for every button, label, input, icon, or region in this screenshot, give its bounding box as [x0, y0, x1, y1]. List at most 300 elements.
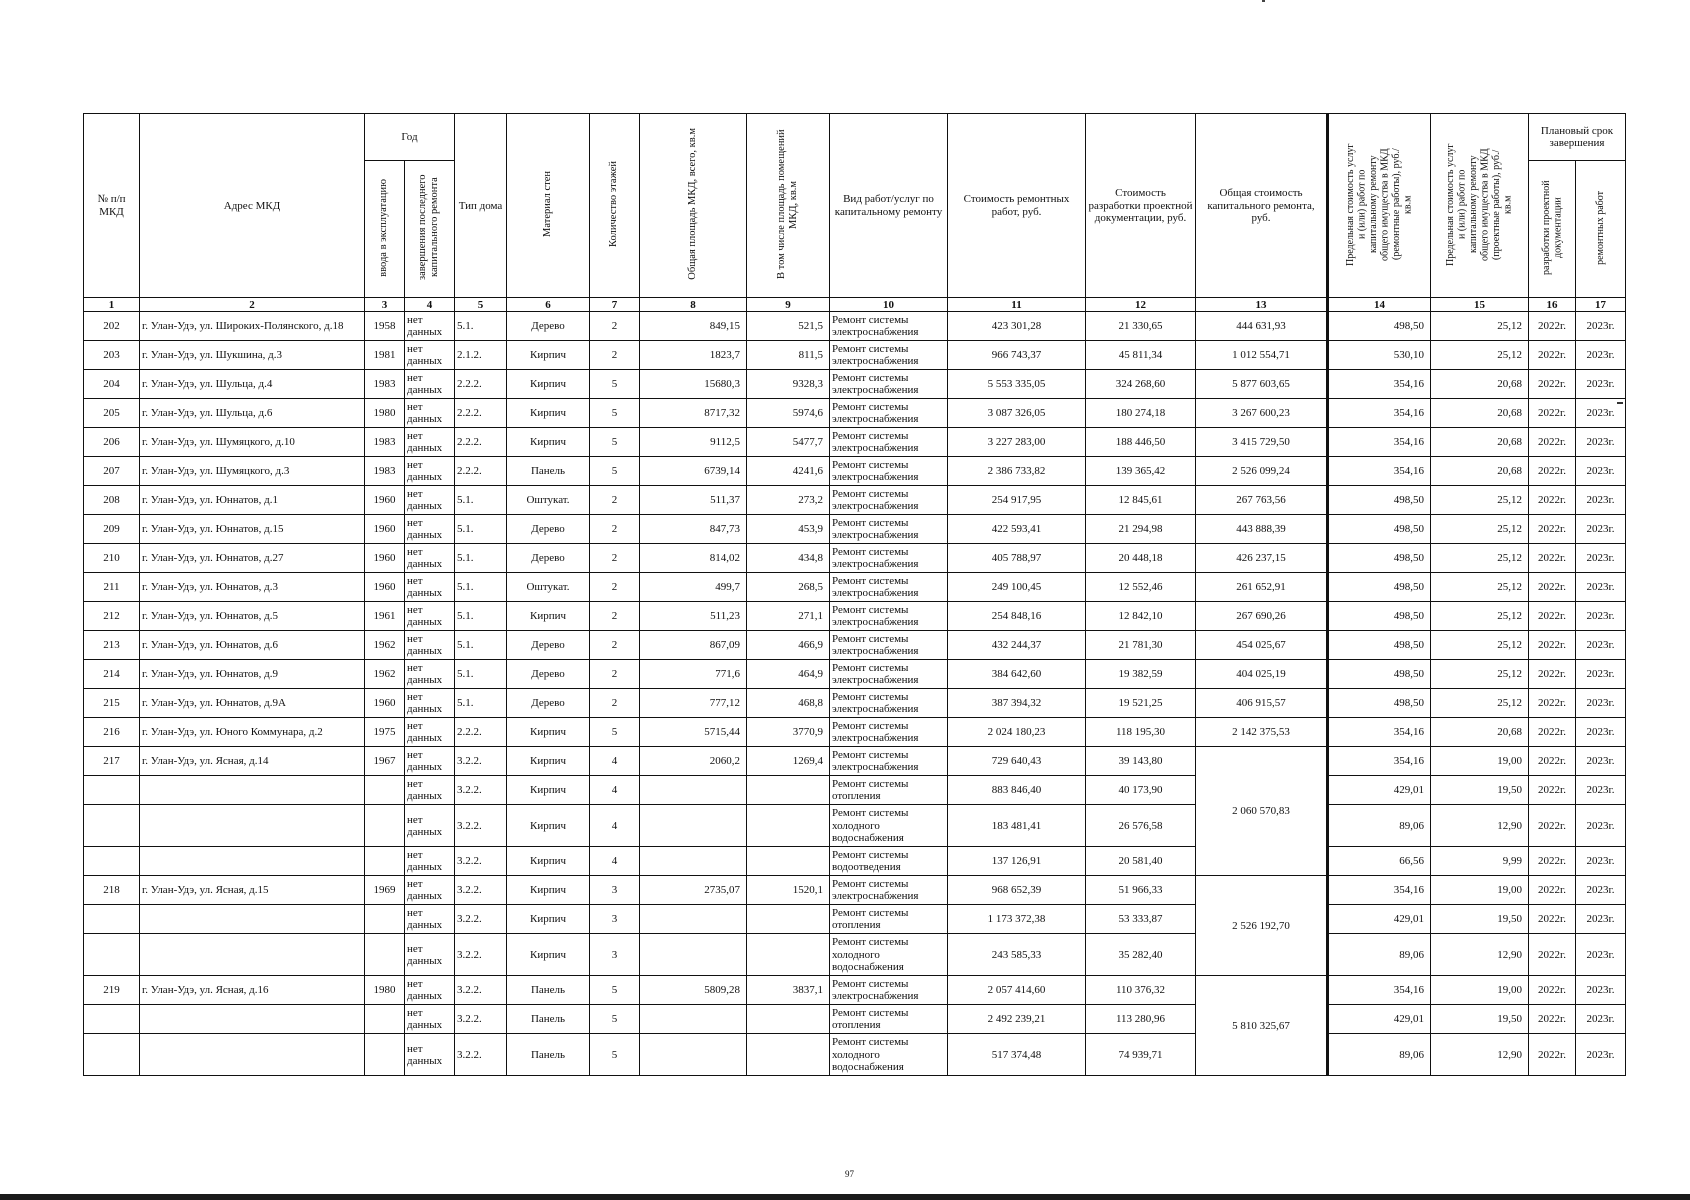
cell-wall-material: Кирпич [507, 428, 590, 457]
cell-work-type: Ремонт системы электроснабжения [830, 515, 948, 544]
cell-design-cost: 40 173,90 [1086, 776, 1196, 805]
cell-work-type: Ремонт системы водоотведения [830, 847, 948, 876]
cell-floors: 4 [590, 776, 640, 805]
cell-last-repair: нет данных [405, 312, 455, 341]
cell-last-repair: нет данных [405, 1005, 455, 1034]
header-max-cost-repair [1328, 114, 1431, 298]
cell-floors: 5 [590, 1005, 640, 1034]
cell-deadline-repair: 2023г. [1576, 847, 1626, 876]
cell-house-type: 3.2.2. [455, 805, 507, 847]
cell-wall-material: Кирпич [507, 847, 590, 876]
cell-house-type: 2.2.2. [455, 718, 507, 747]
table-row [84, 515, 1626, 544]
cell-last-repair: нет данных [405, 934, 455, 976]
header-deadline-group: Плановый срок завершения [1529, 114, 1626, 161]
cell-work-type: Ремонт системы электроснабжения [830, 660, 948, 689]
cell-max-cost-repair: 89,06 [1328, 1034, 1431, 1076]
cell-last-repair: нет данных [405, 776, 455, 805]
cell-total-cost: 444 631,93 [1196, 312, 1328, 341]
cell-deadline-repair: 2023г. [1576, 312, 1626, 341]
cell-work-type: Ремонт системы электроснабжения [830, 976, 948, 1005]
cell-max-cost-design: 25,12 [1431, 573, 1529, 602]
cell-max-cost-repair: 498,50 [1328, 602, 1431, 631]
cell-max-cost-repair: 498,50 [1328, 544, 1431, 573]
cell-num: 217 [84, 747, 140, 776]
cell-house-type: 5.1. [455, 660, 507, 689]
header-deadline-design-text: разработки проектной документации [1540, 180, 1563, 275]
cell-premises-area: 5974,6 [747, 399, 830, 428]
cell-max-cost-repair: 354,16 [1328, 718, 1431, 747]
cell-total-area: 15680,3 [640, 370, 747, 399]
cell-max-cost-design: 25,12 [1431, 515, 1529, 544]
cell-year-commission: 1960 [365, 544, 405, 573]
cell-wall-material: Кирпич [507, 399, 590, 428]
cell-total-area: 6739,14 [640, 457, 747, 486]
cell-max-cost-design: 25,12 [1431, 602, 1529, 631]
cell-deadline-design: 2022г. [1529, 718, 1576, 747]
cell-max-cost-design: 25,12 [1431, 660, 1529, 689]
cell-deadline-design: 2022г. [1529, 457, 1576, 486]
cell-floors: 3 [590, 905, 640, 934]
cell-design-cost: 113 280,96 [1086, 1005, 1196, 1034]
cell-total-area: 1823,7 [640, 341, 747, 370]
column-number-7: 7 [590, 298, 640, 312]
cell-deadline-repair: 2023г. [1576, 631, 1626, 660]
cell-wall-material: Панель [507, 1005, 590, 1034]
cell-num [84, 934, 140, 976]
header-year-commission-text: ввода в эксплуатацию [378, 178, 390, 277]
column-number-15: 15 [1431, 298, 1529, 312]
cell-work-type: Ремонт системы электроснабжения [830, 341, 948, 370]
cell-max-cost-repair: 354,16 [1328, 457, 1431, 486]
cell-work-type: Ремонт системы электроснабжения [830, 428, 948, 457]
cell-year-commission: 1962 [365, 631, 405, 660]
cell-house-type: 3.2.2. [455, 976, 507, 1005]
header-address: Адрес МКД [140, 114, 365, 298]
cell-deadline-repair: 2023г. [1576, 660, 1626, 689]
cell-house-type: 5.1. [455, 544, 507, 573]
cell-wall-material: Дерево [507, 689, 590, 718]
cell-max-cost-repair: 498,50 [1328, 631, 1431, 660]
cell-total-cost: 1 012 554,71 [1196, 341, 1328, 370]
cell-work-type: Ремонт системы электроснабжения [830, 573, 948, 602]
cell-year-commission: 1962 [365, 660, 405, 689]
header-total-area [640, 114, 747, 298]
cell-deadline-repair: 2023г. [1576, 486, 1626, 515]
cell-deadline-design: 2022г. [1529, 486, 1576, 515]
cell-house-type: 3.2.2. [455, 1034, 507, 1076]
cell-deadline-design: 2022г. [1529, 1005, 1576, 1034]
cell-premises-area: 268,5 [747, 573, 830, 602]
cell-wall-material: Кирпич [507, 370, 590, 399]
table-row [84, 718, 1626, 747]
cell-num: 209 [84, 515, 140, 544]
cell-premises-area: 1269,4 [747, 747, 830, 776]
cell-deadline-design: 2022г. [1529, 573, 1576, 602]
cell-house-type: 5.1. [455, 689, 507, 718]
cell-last-repair: нет данных [405, 847, 455, 876]
cell-repair-cost: 2 024 180,23 [948, 718, 1086, 747]
cell-work-type: Ремонт системы электроснабжения [830, 689, 948, 718]
cell-num: 212 [84, 602, 140, 631]
column-number-17: 17 [1576, 298, 1626, 312]
table-row [84, 312, 1626, 341]
cell-year-commission: 1960 [365, 515, 405, 544]
cell-total-area: 867,09 [640, 631, 747, 660]
cell-deadline-repair: 2023г. [1576, 573, 1626, 602]
cell-year-commission [365, 905, 405, 934]
cell-house-type: 3.2.2. [455, 934, 507, 976]
cell-deadline-design: 2022г. [1529, 976, 1576, 1005]
table-row [84, 976, 1626, 1005]
cell-deadline-repair: 2023г. [1576, 689, 1626, 718]
cell-total-cost: 3 415 729,50 [1196, 428, 1328, 457]
cell-num: 210 [84, 544, 140, 573]
cell-design-cost: 26 576,58 [1086, 805, 1196, 847]
cell-floors: 3 [590, 876, 640, 905]
header-deadline-repair [1576, 161, 1626, 298]
cell-total-area [640, 776, 747, 805]
cell-total-cost: 404 025,19 [1196, 660, 1328, 689]
cell-floors: 4 [590, 747, 640, 776]
cell-max-cost-repair: 89,06 [1328, 805, 1431, 847]
header-repair-cost: Стоимость ремонтных работ, руб. [948, 114, 1086, 298]
cell-address [140, 776, 365, 805]
cell-num [84, 805, 140, 847]
cell-work-type: Ремонт системы отопления [830, 1005, 948, 1034]
cell-house-type: 3.2.2. [455, 847, 507, 876]
cell-num [84, 1034, 140, 1076]
cell-premises-area [747, 905, 830, 934]
cell-num: 218 [84, 876, 140, 905]
cell-total-area: 2735,07 [640, 876, 747, 905]
cell-year-commission: 1983 [365, 428, 405, 457]
cell-address: г. Улан-Удэ, ул. Юннатов, д.9 [140, 660, 365, 689]
cell-total-area: 2060,2 [640, 747, 747, 776]
cell-total-cost: 2 060 570,83 [1196, 747, 1328, 876]
header-premises-area [747, 114, 830, 298]
cell-address: г. Улан-Удэ, ул. Шумяцкого, д.10 [140, 428, 365, 457]
scan-artifact-top [1262, 0, 1265, 2]
cell-last-repair: нет данных [405, 370, 455, 399]
cell-num: 219 [84, 976, 140, 1005]
cell-work-type: Ремонт системы электроснабжения [830, 370, 948, 399]
cell-year-commission: 1981 [365, 341, 405, 370]
cell-repair-cost: 2 492 239,21 [948, 1005, 1086, 1034]
page-number: 97 [845, 1169, 854, 1179]
header-year-group: Год [365, 114, 455, 161]
cell-total-area: 9112,5 [640, 428, 747, 457]
column-number-5: 5 [455, 298, 507, 312]
cell-num: 203 [84, 341, 140, 370]
cell-work-type: Ремонт системы электроснабжения [830, 876, 948, 905]
cell-deadline-design: 2022г. [1529, 515, 1576, 544]
cell-deadline-design: 2022г. [1529, 776, 1576, 805]
cell-total-cost: 406 915,57 [1196, 689, 1328, 718]
cell-wall-material: Кирпич [507, 934, 590, 976]
cell-floors: 5 [590, 457, 640, 486]
cell-last-repair: нет данных [405, 428, 455, 457]
cell-max-cost-design: 20,68 [1431, 399, 1529, 428]
cell-deadline-design: 2022г. [1529, 312, 1576, 341]
cell-repair-cost: 5 553 335,05 [948, 370, 1086, 399]
cell-work-type: Ремонт системы холодного водоснабжения [830, 1034, 948, 1076]
cell-work-type: Ремонт системы электроснабжения [830, 457, 948, 486]
cell-last-repair: нет данных [405, 457, 455, 486]
cell-year-commission: 1960 [365, 573, 405, 602]
cell-design-cost: 53 333,87 [1086, 905, 1196, 934]
cell-deadline-repair: 2023г. [1576, 341, 1626, 370]
cell-address: г. Улан-Удэ, ул. Ясная, д.15 [140, 876, 365, 905]
header-floors-text: Количество этажей [608, 161, 620, 247]
cell-wall-material: Кирпич [507, 718, 590, 747]
cell-year-commission [365, 776, 405, 805]
cell-max-cost-design: 12,90 [1431, 805, 1529, 847]
cell-max-cost-design: 19,00 [1431, 876, 1529, 905]
cell-wall-material: Кирпич [507, 776, 590, 805]
cell-work-type: Ремонт системы электроснабжения [830, 399, 948, 428]
header-floors [590, 114, 640, 298]
cell-floors: 2 [590, 312, 640, 341]
cell-max-cost-design: 9,99 [1431, 847, 1529, 876]
cell-wall-material: Панель [507, 976, 590, 1005]
table-row [84, 847, 1626, 876]
cell-premises-area: 811,5 [747, 341, 830, 370]
column-number-12: 12 [1086, 298, 1196, 312]
cell-repair-cost: 966 743,37 [948, 341, 1086, 370]
cell-last-repair: нет данных [405, 747, 455, 776]
cell-premises-area [747, 934, 830, 976]
column-number-16: 16 [1529, 298, 1576, 312]
cell-premises-area: 464,9 [747, 660, 830, 689]
cell-address [140, 1005, 365, 1034]
cell-house-type: 3.2.2. [455, 747, 507, 776]
cell-last-repair: нет данных [405, 976, 455, 1005]
cell-address: г. Улан-Удэ, ул. Юннатов, д.3 [140, 573, 365, 602]
cell-wall-material: Панель [507, 1034, 590, 1076]
cell-max-cost-design: 19,50 [1431, 905, 1529, 934]
cell-design-cost: 180 274,18 [1086, 399, 1196, 428]
cell-total-cost: 5 877 603,65 [1196, 370, 1328, 399]
cell-design-cost: 118 195,30 [1086, 718, 1196, 747]
cell-deadline-design: 2022г. [1529, 747, 1576, 776]
cell-deadline-repair: 2023г. [1576, 544, 1626, 573]
cell-wall-material: Оштукат. [507, 573, 590, 602]
cell-deadline-repair: 2023г. [1576, 905, 1626, 934]
cell-repair-cost: 387 394,32 [948, 689, 1086, 718]
cell-year-commission: 1975 [365, 718, 405, 747]
table-row [84, 457, 1626, 486]
cell-last-repair: нет данных [405, 689, 455, 718]
column-number-9: 9 [747, 298, 830, 312]
cell-house-type: 3.2.2. [455, 1005, 507, 1034]
cell-repair-cost: 432 244,37 [948, 631, 1086, 660]
cell-premises-area: 271,1 [747, 602, 830, 631]
cell-year-commission: 1958 [365, 312, 405, 341]
cell-repair-cost: 3 087 326,05 [948, 399, 1086, 428]
cell-last-repair: нет данных [405, 876, 455, 905]
cell-deadline-repair: 2023г. [1576, 1005, 1626, 1034]
header-total-area-text: Общая площадь МКД, всего, кв.м [686, 128, 698, 280]
table-row [84, 341, 1626, 370]
cell-deadline-repair: 2023г. [1576, 457, 1626, 486]
table-row [84, 399, 1626, 428]
cell-floors: 4 [590, 805, 640, 847]
table-row [84, 876, 1626, 905]
cell-address: г. Улан-Удэ, ул. Юного Коммунара, д.2 [140, 718, 365, 747]
cell-max-cost-repair: 354,16 [1328, 370, 1431, 399]
cell-floors: 2 [590, 515, 640, 544]
table-row [84, 934, 1626, 976]
header-work-type: Вид работ/услуг по капитальному ремонту [830, 114, 948, 298]
cell-total-area: 847,73 [640, 515, 747, 544]
cell-max-cost-repair: 429,01 [1328, 1005, 1431, 1034]
column-number-3: 3 [365, 298, 405, 312]
cell-design-cost: 19 521,25 [1086, 689, 1196, 718]
cell-num: 213 [84, 631, 140, 660]
cell-design-cost: 12 845,61 [1086, 486, 1196, 515]
column-number-13: 13 [1196, 298, 1328, 312]
cell-premises-area: 521,5 [747, 312, 830, 341]
header-design-cost: Стоимость разработки проектной документации, руб. [1086, 114, 1196, 298]
cell-max-cost-design: 19,00 [1431, 976, 1529, 1005]
table-row [84, 805, 1626, 847]
cell-design-cost: 19 382,59 [1086, 660, 1196, 689]
cell-address: г. Улан-Удэ, ул. Юннатов, д.5 [140, 602, 365, 631]
cell-design-cost: 12 552,46 [1086, 573, 1196, 602]
column-number-10: 10 [830, 298, 948, 312]
cell-address: г. Улан-Удэ, ул. Юннатов, д.6 [140, 631, 365, 660]
cell-deadline-design: 2022г. [1529, 428, 1576, 457]
cell-repair-cost: 883 846,40 [948, 776, 1086, 805]
cell-house-type: 5.1. [455, 573, 507, 602]
cell-max-cost-design: 25,12 [1431, 312, 1529, 341]
cell-design-cost: 188 446,50 [1086, 428, 1196, 457]
cell-work-type: Ремонт системы электроснабжения [830, 486, 948, 515]
cell-repair-cost: 183 481,41 [948, 805, 1086, 847]
column-number-8: 8 [640, 298, 747, 312]
cell-last-repair: нет данных [405, 399, 455, 428]
cell-design-cost: 21 781,30 [1086, 631, 1196, 660]
cell-floors: 5 [590, 976, 640, 1005]
cell-house-type: 5.1. [455, 602, 507, 631]
table-row [84, 370, 1626, 399]
capital-repair-table [83, 113, 1626, 1076]
cell-last-repair: нет данных [405, 486, 455, 515]
table-row [84, 573, 1626, 602]
table-row [84, 602, 1626, 631]
cell-deadline-repair: 2023г. [1576, 602, 1626, 631]
table-row [84, 486, 1626, 515]
cell-repair-cost: 423 301,28 [948, 312, 1086, 341]
cell-design-cost: 39 143,80 [1086, 747, 1196, 776]
cell-last-repair: нет данных [405, 515, 455, 544]
cell-deadline-design: 2022г. [1529, 689, 1576, 718]
header-house-type: Тип дома [455, 114, 507, 298]
cell-max-cost-design: 20,68 [1431, 718, 1529, 747]
cell-last-repair: нет данных [405, 544, 455, 573]
cell-premises-area: 3770,9 [747, 718, 830, 747]
cell-premises-area [747, 1034, 830, 1076]
cell-address: г. Улан-Удэ, ул. Юннатов, д.15 [140, 515, 365, 544]
cell-num: 205 [84, 399, 140, 428]
cell-total-cost: 443 888,39 [1196, 515, 1328, 544]
cell-year-commission [365, 1034, 405, 1076]
cell-year-commission: 1969 [365, 876, 405, 905]
cell-wall-material: Дерево [507, 515, 590, 544]
cell-wall-material: Оштукат. [507, 486, 590, 515]
cell-deadline-design: 2022г. [1529, 544, 1576, 573]
cell-repair-cost: 254 917,95 [948, 486, 1086, 515]
cell-max-cost-repair: 354,16 [1328, 876, 1431, 905]
cell-last-repair: нет данных [405, 660, 455, 689]
cell-num: 206 [84, 428, 140, 457]
cell-address: г. Улан-Удэ, ул. Ясная, д.14 [140, 747, 365, 776]
cell-design-cost: 324 268,60 [1086, 370, 1196, 399]
cell-wall-material: Панель [507, 457, 590, 486]
column-number-2: 2 [140, 298, 365, 312]
cell-deadline-repair: 2023г. [1576, 428, 1626, 457]
cell-design-cost: 12 842,10 [1086, 602, 1196, 631]
cell-wall-material: Кирпич [507, 905, 590, 934]
cell-deadline-design: 2022г. [1529, 370, 1576, 399]
cell-total-area: 5715,44 [640, 718, 747, 747]
table-row [84, 689, 1626, 718]
cell-premises-area: 453,9 [747, 515, 830, 544]
cell-deadline-repair: 2023г. [1576, 515, 1626, 544]
cell-premises-area [747, 805, 830, 847]
cell-last-repair: нет данных [405, 905, 455, 934]
header-max-cost-design [1431, 114, 1529, 298]
cell-repair-cost: 254 848,16 [948, 602, 1086, 631]
cell-address: г. Улан-Удэ, ул. Юннатов, д.27 [140, 544, 365, 573]
cell-total-area: 511,23 [640, 602, 747, 631]
cell-house-type: 5.1. [455, 312, 507, 341]
cell-design-cost: 21 330,65 [1086, 312, 1196, 341]
cell-work-type: Ремонт системы электроснабжения [830, 631, 948, 660]
cell-max-cost-design: 19,50 [1431, 776, 1529, 805]
cell-address: г. Улан-Удэ, ул. Юннатов, д.9А [140, 689, 365, 718]
cell-floors: 2 [590, 602, 640, 631]
cell-floors: 5 [590, 1034, 640, 1076]
column-number-1: 1 [84, 298, 140, 312]
cell-total-area: 499,7 [640, 573, 747, 602]
cell-max-cost-design: 20,68 [1431, 370, 1529, 399]
cell-total-area: 8717,32 [640, 399, 747, 428]
cell-premises-area: 468,8 [747, 689, 830, 718]
cell-total-cost: 5 810 325,67 [1196, 976, 1328, 1076]
cell-max-cost-repair: 498,50 [1328, 486, 1431, 515]
cell-floors: 3 [590, 934, 640, 976]
cell-wall-material: Дерево [507, 312, 590, 341]
cell-total-cost: 267 690,26 [1196, 602, 1328, 631]
cell-total-cost: 426 237,15 [1196, 544, 1328, 573]
cell-max-cost-repair: 354,16 [1328, 976, 1431, 1005]
cell-num: 208 [84, 486, 140, 515]
cell-num [84, 776, 140, 805]
cell-house-type: 2.1.2. [455, 341, 507, 370]
cell-max-cost-design: 25,12 [1431, 631, 1529, 660]
cell-wall-material: Кирпич [507, 805, 590, 847]
cell-max-cost-repair: 429,01 [1328, 776, 1431, 805]
cell-house-type: 5.1. [455, 515, 507, 544]
cell-deadline-design: 2022г. [1529, 934, 1576, 976]
cell-work-type: Ремонт системы электроснабжения [830, 544, 948, 573]
cell-address: г. Улан-Удэ, ул. Шульца, д.6 [140, 399, 365, 428]
cell-max-cost-repair: 354,16 [1328, 399, 1431, 428]
cell-house-type: 2.2.2. [455, 457, 507, 486]
cell-total-area: 771,6 [640, 660, 747, 689]
